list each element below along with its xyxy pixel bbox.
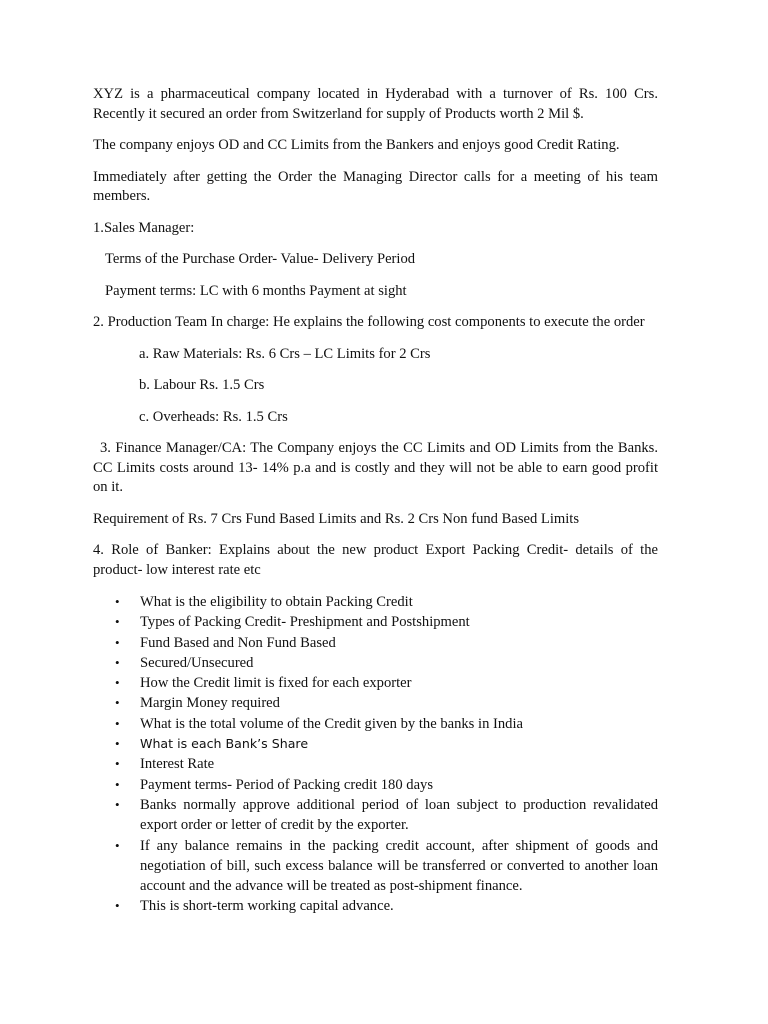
list-item-text: Types of Packing Credit- Preshipment and Postshipment xyxy=(140,614,470,631)
bullet-icon: • xyxy=(115,776,120,792)
sales-payment-line: Payment terms: LC with 6 months Payment at sight xyxy=(105,282,407,299)
list-item xyxy=(93,592,658,612)
list-item xyxy=(93,714,658,734)
list-item xyxy=(93,693,658,713)
list-item xyxy=(93,775,658,795)
bullet-icon: • xyxy=(115,675,120,691)
bullet-icon: • xyxy=(115,695,120,711)
cost-item-raw-materials: a. Raw Materials: Rs. 6 Crs – LC Limits for 2 Crs xyxy=(139,345,431,362)
packing-credit-bullet-list xyxy=(93,592,658,917)
list-item xyxy=(93,795,658,836)
list-item xyxy=(93,653,658,673)
bullet-icon: • xyxy=(115,736,120,752)
bullet-icon: • xyxy=(115,796,120,812)
list-item-text: If any balance remains in the packing credit account, after shipment of goods and negotiation of bill, such excess balance will be transferred or converted to another loan account and the advance will be treated as post-shipment finance. xyxy=(140,837,658,895)
list-item-text: Secured/Unsecured xyxy=(140,654,254,671)
list-item-text: Margin Money required xyxy=(140,695,280,712)
list-item-text: Fund Based and Non Fund Based xyxy=(140,634,336,651)
production-team-paragraph: 2. Production Team In charge: He explains the following cost components to execute the order xyxy=(93,314,645,330)
list-item xyxy=(93,734,658,754)
list-item-text: What is each Bank’s Share xyxy=(140,736,309,752)
list-item-text: What is the eligibility to obtain Packing Credit xyxy=(140,594,413,610)
bullet-icon: • xyxy=(115,634,120,650)
bullet-icon: • xyxy=(115,594,120,609)
list-item-text: Payment terms- Period of Packing credit 180 days xyxy=(140,776,434,793)
bullet-icon: • xyxy=(115,614,120,630)
bullet-icon: • xyxy=(115,898,120,914)
list-item xyxy=(93,633,658,653)
list-item-text: Banks normally approve additional period of loan subject to production revalidated export order or letter of credit by the exporter. xyxy=(140,796,658,834)
list-item-text: Interest Rate xyxy=(140,756,215,773)
requirement-paragraph: Requirement of Rs. 7 Crs Fund Based Limits and Rs. 2 Crs Non fund Based Limits xyxy=(93,510,580,527)
sales-manager-heading: 1.Sales Manager: xyxy=(93,219,195,236)
intro-paragraph-2: The company enjoys OD and CC Limits from the Bankers and enjoys good Credit Rating. xyxy=(93,137,620,153)
bullet-icon: • xyxy=(115,756,120,772)
bullet-icon: • xyxy=(115,715,120,731)
list-item xyxy=(93,754,658,774)
list-item-text: What is the total volume of the Credit given by the banks in India xyxy=(140,715,524,732)
intro-paragraph-3: Immediately after getting the Order the Managing Director calls for a meeting of his team members. xyxy=(93,168,658,204)
cost-item-overheads: c. Overheads: Rs. 1.5 Crs xyxy=(139,408,288,425)
bullet-icon: • xyxy=(115,654,120,670)
list-item xyxy=(93,612,658,632)
list-item xyxy=(93,836,658,897)
banker-role-paragraph: 4. Role of Banker: Explains about the new product Export Packing Credit- details of the product- low interest rate etc xyxy=(93,542,658,578)
bullet-icon: • xyxy=(115,837,120,853)
intro-paragraph-1: XYZ is a pharmaceutical company located in Hyderabad with a turnover of Rs. 100 Crs. Recently it secured an order from Switzerland for supply of Products worth 2 Mil $. xyxy=(93,86,658,122)
list-item-text: This is short-term working capital advance. xyxy=(140,898,394,915)
list-item-text: How the Credit limit is fixed for each exporter xyxy=(140,675,412,692)
cost-item-labour: b. Labour Rs. 1.5 Crs xyxy=(139,377,265,393)
finance-manager-paragraph: 3. Finance Manager/CA: The Company enjoys the CC Limits and OD Limits from the Banks. CC Limits costs around 13- 14% p.a and is costly and they will not be able to earn good profit on it. xyxy=(93,440,658,495)
sales-terms-line: Terms of the Purchase Order- Value- Delivery Period xyxy=(105,251,416,267)
list-item xyxy=(93,896,658,916)
list-item xyxy=(93,673,658,693)
document-page xyxy=(93,85,658,917)
